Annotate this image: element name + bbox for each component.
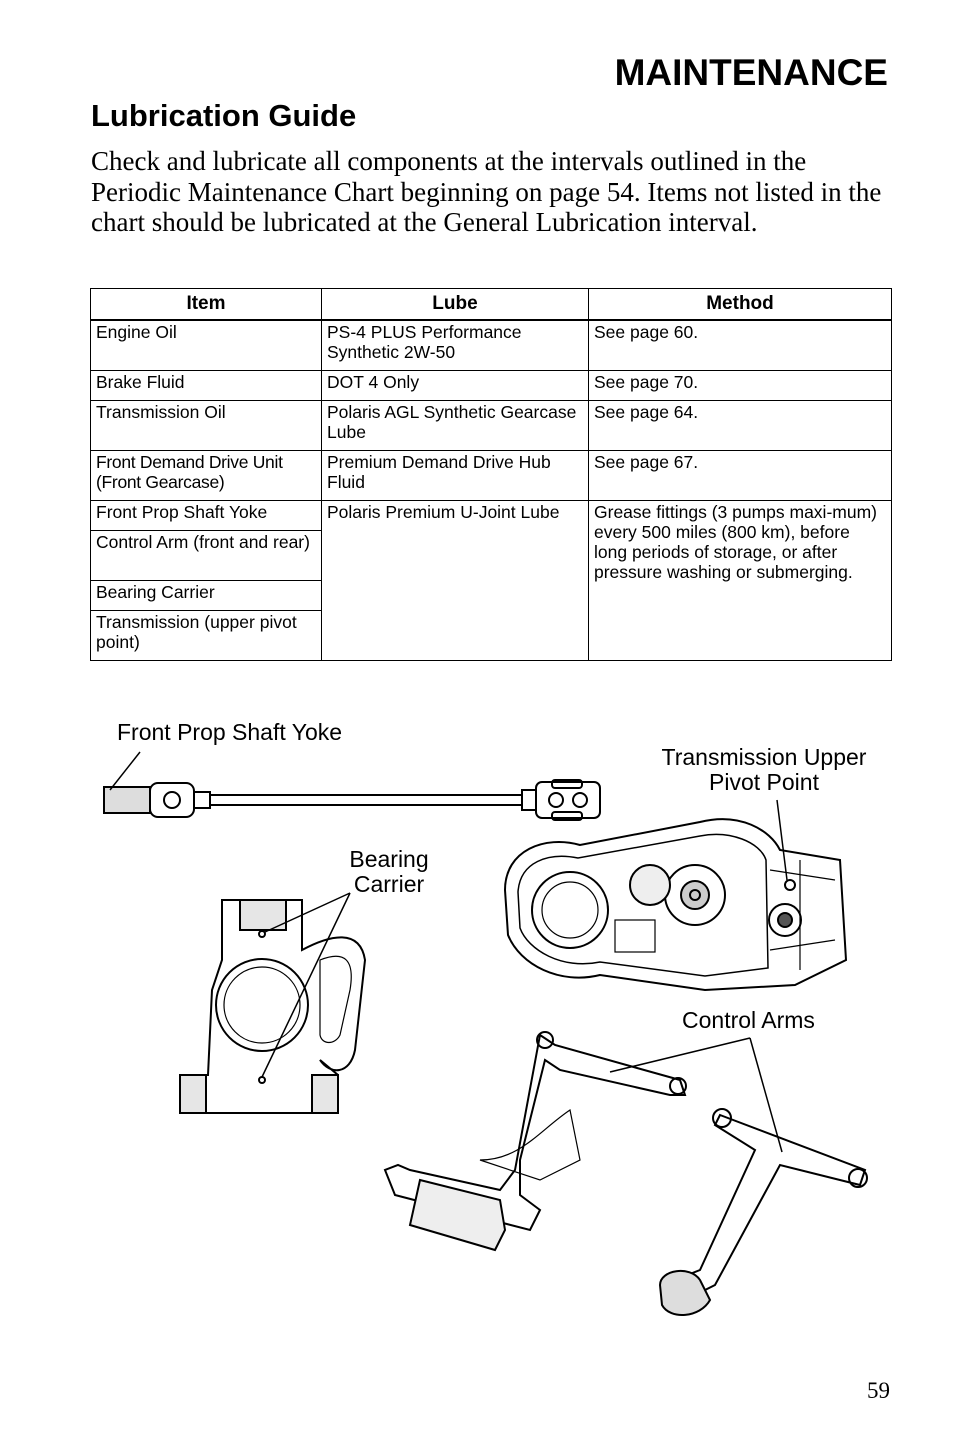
item-cell: Bearing Carrier (91, 581, 322, 611)
lube-cell: DOT 4 Only (322, 371, 589, 401)
method-cell: See page 60. (589, 320, 892, 371)
item-cell: Control Arm (front and rear) (91, 531, 322, 581)
page-title: Lubrication Guide (91, 98, 357, 133)
table-row (91, 401, 892, 451)
label-line: Carrier (353, 871, 425, 897)
item-cell: Front Prop Shaft Yoke (91, 501, 322, 531)
label-control-arms: Control Arms (682, 1007, 815, 1033)
lube-cell: Polaris AGL Synthetic Gearcase Lube (322, 401, 589, 451)
table-row (91, 371, 892, 401)
label-bearing-carrier (335, 847, 443, 897)
item-cell: Transmission (upper pivot point) (91, 611, 322, 661)
method-cell: See page 64. (589, 401, 892, 451)
column-header-item: Item (91, 289, 322, 321)
table-row (91, 501, 892, 531)
item-cell: Front Demand Drive Unit (Front Gearcase) (91, 451, 322, 501)
bearing-carrier-drawing (180, 893, 365, 1113)
method-cell: Grease fittings (3 pumps maxi-mum) every 500 miles (800 km), before long periods of storage, or after pressure washing or submerging. (589, 501, 892, 661)
table-header-row (91, 289, 892, 321)
lubrication-table (90, 288, 892, 661)
label-line: Bearing (349, 846, 429, 872)
column-header-method: Method (589, 289, 892, 321)
label-line: Pivot Point (709, 769, 819, 795)
lube-cell: PS-4 PLUS Performance Synthetic 2W-50 (322, 320, 589, 371)
lube-cell: Premium Demand Drive Hub Fluid (322, 451, 589, 501)
method-cell: See page 67. (589, 451, 892, 501)
control-arms-drawing (385, 1032, 867, 1315)
item-cell: Transmission Oil (91, 401, 322, 451)
page-number: 59 (867, 1378, 890, 1403)
label-transmission-upper-pivot (640, 745, 888, 795)
item-cell: Brake Fluid (91, 371, 322, 401)
item-cell: Engine Oil (91, 320, 322, 371)
table-row (91, 320, 892, 371)
transmission-drawing (505, 800, 846, 990)
intro-paragraph: Check and lubricate all components at the intervals outlined in the Periodic Maintenance Chart beginning on page 54. Items not listed in the chart should be lubricated at the General Lubrication interval. (91, 146, 882, 237)
prop-shaft-drawing (104, 752, 600, 820)
label-line: Transmission Upper (661, 744, 867, 770)
lubrication-points-figure (0, 680, 954, 1340)
section-title: MAINTENANCE (614, 52, 888, 93)
method-cell: See page 70. (589, 371, 892, 401)
column-header-lube: Lube (322, 289, 589, 321)
label-front-prop-shaft-yoke: Front Prop Shaft Yoke (117, 719, 343, 745)
table-row (91, 451, 892, 501)
lube-cell: Polaris Premium U-Joint Lube (322, 501, 589, 661)
